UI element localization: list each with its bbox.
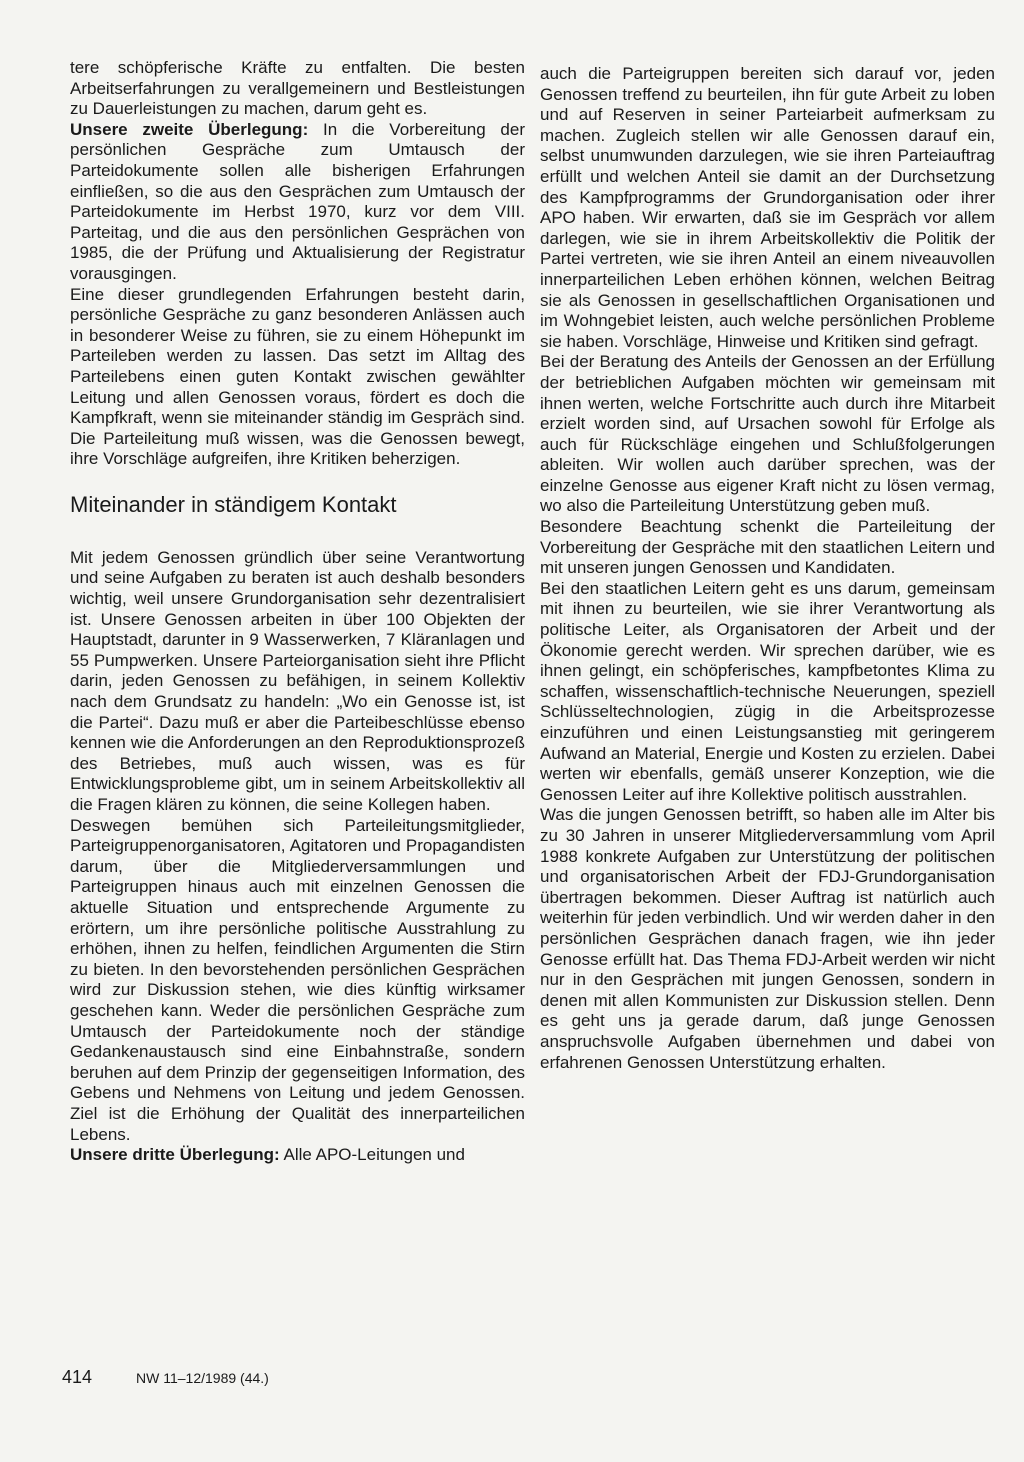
paragraph: Mit jedem Genossen gründlich über seine Verantwortung und seine Aufgaben zu beraten ist auch deshalb besonders wichtig, weil unsere Grundorganisation sehr dezentralisiert ist. Unsere Genossen arbeiten in über 100 Objekten der Hauptstadt, darunter in 9 Wasserwerken, 7 Kläranlagen und 55 Pumpwerken. Unsere Parteiorganisation sieht ihre Pflicht darin, jeden Genossen zu befähigen, in seinem Kollektiv nach dem Grundsatz zu handeln: „Wo ein Genosse ist, ist die Partei“. Dazu muß er aber die Parteibeschlüsse ebenso kennen wie die Anforderungen an den Reproduktionsprozeß des Betriebes, muß auch wissen, was es für Entwicklungsprobleme gibt, um in seinem Arbeitskollektiv all die Fragen klären zu können, die seine Kollegen haben. (70, 547, 525, 814)
paragraph (70, 1145, 525, 1166)
paragraph: Deswegen bemühen sich Parteileitungsmitglieder, Parteigruppenorganisatoren, Agitatoren und Propagandisten darum, über die Mitgliederversammlungen und Parteigruppen hinaus auch mit einzelnen Genossen die aktuelle Situation und entsprechende Argumente zu erörtern, um ihre persönliche politische Ausstrahlung zu erhöhen, ihnen zu helfen, feindlichen Argumenten die Stirn zu bieten. In den bevorstehenden persönlichen Gesprächen wird zur Diskussion stehen, wie dies künftig wirksamer geschehen kann. Weder die persönlichen Gespräche zum Umtausch der Parteidokumente noch der ständige Gedankenaustausch sind eine Einbahnstraße, sondern beruhen auf dem Prinzip der gegenseitigen Information, des Gebens und Nehmens von Leitung und jedem Genossen. Ziel ist die Erhöhung der Qualität des innerparteilichen Lebens. (70, 815, 525, 1144)
paragraph: tere schöpferische Kräfte zu entfalten. Die besten Arbeitserfahrungen zu verallgemeinern und Bestleistungen zu Dauerleistungen zu machen, darum geht es. (70, 58, 525, 119)
paragraph: auch die Parteigruppen bereiten sich darauf vor, jeden Genossen treffend zu beurteilen, ihn für gute Arbeit zu loben und auf Reserven in seiner Parteiarbeit aufmerksam zu machen. Zugleich stellen wir alle Genossen darauf ein, selbst unumwunden darzulegen, wie sie ihren Parteiauftrag erfüllt und welchen Anteil sie damit an der Durchsetzung des Kampfprogramms der Grundorganisation oder ihrer APO haben. Wir erwarten, daß sie im Gespräch vor allem darlegen, wie sie in ihrem Arbeitskollektiv die Politik der Partei vertreten, wie sie ihren Anteil an einem niveauvollen innerparteilichen Leben erhöhen können, welchen Beitrag sie als Genossen in gesellschaftlichen Organisationen und im Wohngebiet leisten, auch welche persönlichen Probleme sie haben. Vorschläge, Hinweise und Kritiken sind gefragt. (540, 64, 995, 351)
paragraph-lead: Unsere zweite Überlegung: (70, 119, 309, 139)
section-heading: Miteinander in ständigem Kontakt (70, 491, 397, 517)
paragraph: Besondere Beachtung schenkt die Parteileitung der Vorbereitung der Gespräche mit den staatlichen Leitern und mit unseren jungen Genossen und Kandidaten. (540, 517, 995, 578)
page-number: 414 (62, 1367, 93, 1387)
left-column (70, 58, 525, 1166)
paragraph (70, 120, 525, 285)
paragraph: Bei der Beratung des Anteils der Genossen an der Erfüllung der betrieblichen Aufgaben möchten wir gemeinsam mit ihnen werten, welche Fortschritte auch durch ihre Mitarbeit erzielt worden sind, auf Ursachen sowohl für Erfolge als auch für Rückschläge eingehen und Schlußfolgerungen ableiten. Wir wollen auch darüber sprechen, was der einzelne Genosse aus eigener Kraft nicht zu lösen vermag, wo also die Parteileitung Unterstützung geben muß. (540, 352, 995, 516)
right-column (540, 64, 995, 1073)
paragraph-text: Alle APO-Leitungen und (279, 1145, 465, 1165)
paragraph-text: In die Vorbereitung der persönlichen Gespräche zum Umtausch der Parteidokumente sollen alle bisherigen Erfahrungen einfließen, so die aus den Gesprächen zum Umtausch der Parteidokumente im Herbst 1970, kurz vor dem VIII. Parteitag, und die aus den persönlichen Gesprächen von 1985, die der Prüfung und Aktualisierung der Registratur vorausgingen. (70, 119, 525, 283)
issue-reference: NW 11–12/1989 (44.) (136, 1370, 269, 1386)
paragraph: Bei den staatlichen Leitern geht es uns darum, gemeinsam mit ihnen zu beurteilen, wie sie ihrer Verantwortung als politische Leiter, als Organisatoren der Arbeit und der Ökonomie gerecht werden. Wir sprechen darüber, wie es ihnen gelingt, ein schöpferisches, kampfbetontes Klima zu schaffen, wissenschaftlich-technische Neuerungen, speziell Schlüsseltechnologien, zügig in die Arbeitsprozesse einzuführen und einen Leistungsanstieg mit geringerem Aufwand an Material, Energie und Kosten zu erzielen. Dabei werten wir ebenfalls, gemäß unserer Konzeption, wie die Genossen Leiter auf ihre Kollektive politisch ausstrahlen. (540, 578, 995, 804)
page-footer (62, 1367, 269, 1388)
paragraph: Was die jungen Genossen betrifft, so haben alle im Alter bis zu 30 Jahren in unserer Mitgliederversammlung vom April 1988 konkrete Aufgaben zur Unterstützung der politischen und organisatorischen Arbeit der FDJ-Grundorganisation übertragen bekommen. Dieser Auftrag ist natürlich auch weiterhin für jeden verbindlich. Und wir werden daher in den persönlichen Gesprächen danach fragen, wie ihn jeder Genosse erfüllt hat. Das Thema FDJ-Arbeit werden wir nicht nur in den Gesprächen mit jungen Genossen, sondern in denen mit allen Kommunisten zur Diskussion stellen. Denn es geht uns ja gerade darum, daß junge Genossen anspruchsvolle Aufgaben übernehmen und dabei von erfahrenen Genossen Unterstützung erhalten. (540, 805, 995, 1072)
paragraph-lead: Unsere dritte Überlegung: (70, 1145, 280, 1165)
paragraph: Eine dieser grundlegenden Erfahrungen besteht darin, persönliche Gespräche zu ganz besonderen Anlässen auch in besonderer Weise zu führen, sie zu einem Höhepunkt im Parteileben werden zu lassen. Das setzt im Alltag des Parteilebens einen guten Kontakt zwischen gewählter Leitung und allen Genossen voraus, fördert es doch die Kampfkraft, wenn sie miteinander ständig im Gespräch sind. Die Parteileitung muß wissen, was die Genossen bewegt, ihre Vorschläge aufgreifen, ihre Kritiken beherzigen. (70, 284, 525, 469)
